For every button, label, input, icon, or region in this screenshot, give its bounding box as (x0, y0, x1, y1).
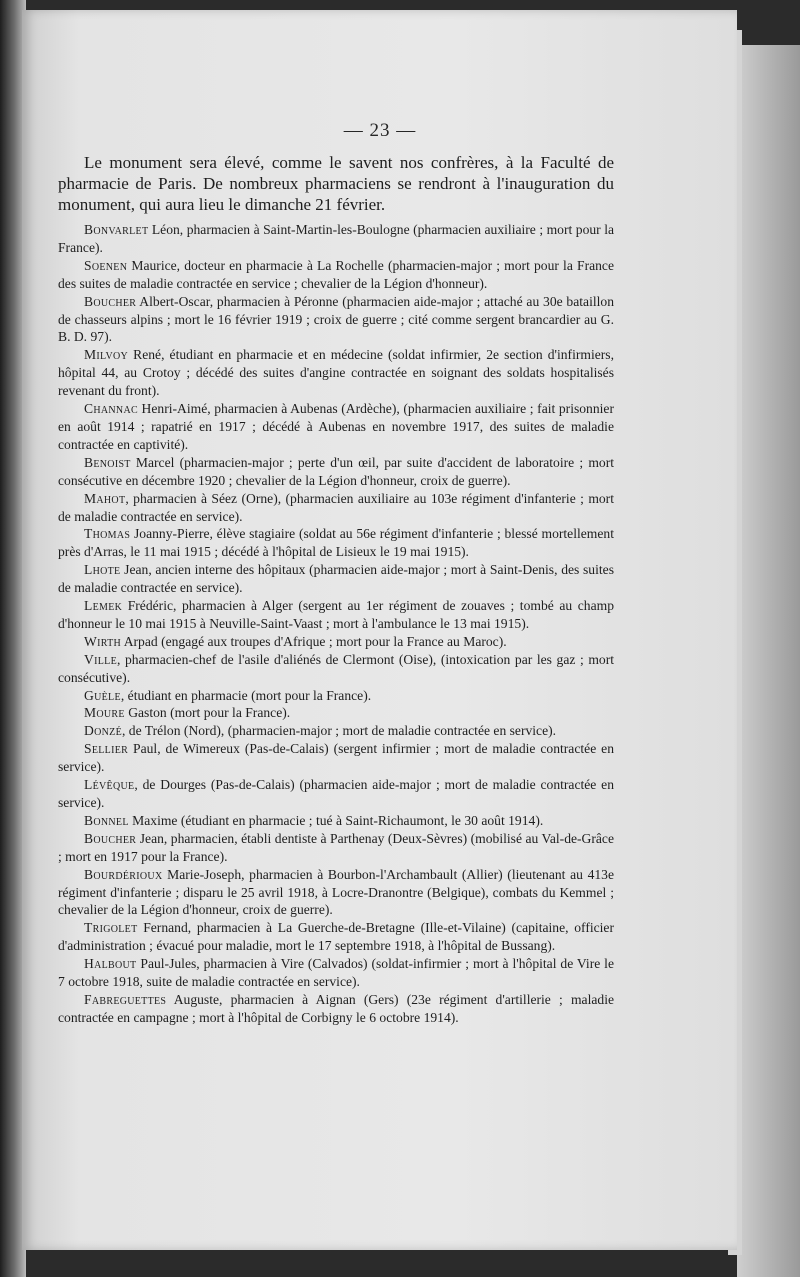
entry-name: Soenen (84, 257, 128, 273)
entry-text: Léon, pharmacien à Saint-Martin-les-Boulogne (pharmacien auxiliaire ; mort pour la France). (58, 222, 614, 255)
entry-text: Frédéric, pharmacien à Alger (sergent au 1er régiment de zouaves ; tombé au champ d'honneur le 10 mai 1915 à Neuville-Saint-Vaast ; mort à l'ambulance le 13 mai 1915). (58, 598, 614, 631)
list-item (58, 633, 614, 651)
entry-name: Channac (84, 401, 138, 417)
entry-text: Maxime (étudiant en pharmacie ; tué à Saint-Richaumont, le 30 août 1914). (128, 812, 544, 828)
entry-text: Paul, de Wimereux (Pas-de-Calais) (sergent infirmier ; mort de maladie contractée en service). (58, 741, 614, 775)
entry-name: Moure (84, 705, 125, 721)
entry-name: Lemek (84, 598, 123, 614)
entry-name: Fabreguettes (84, 991, 167, 1007)
entry-text: Auguste, pharmacien à Aignan (Gers) (23e régiment d'artillerie ; maladie contractée en campagne ; mort à l'hôpital de Corbigny le 6 octobre 1914). (58, 991, 614, 1025)
list-item (58, 651, 614, 687)
list-item (58, 866, 614, 920)
entry-text: Gaston (mort pour la France). (124, 705, 291, 721)
entry-text: Albert-Oscar, pharmacien à Péronne (pharmacien aide-major ; attaché au 30e bataillon de chasseurs alpins ; mort le 16 février 1919 ; croix de guerre ; cité comme sergent brancardier au G. B. D. 97). (58, 293, 614, 345)
entry-name: Thomas (84, 526, 131, 542)
entry-name: Lhote (84, 562, 121, 578)
entry-text: , pharmacien à Séez (Orne), (pharmacien auxiliaire au 103e régiment d'infanterie ; mort de maladie contractée en service). (58, 490, 614, 524)
entry-text: Jean, pharmacien, établi dentiste à Parthenay (Deux-Sèvres) (mobilisé au Val-de-Grâce ; mort en 1917 pour la France). (58, 830, 614, 864)
entry-name: Boucher (84, 293, 137, 309)
list-item (58, 561, 614, 597)
entry-name: Ville (84, 651, 117, 667)
entry-name: Donzé (84, 723, 122, 739)
list-item (58, 257, 614, 293)
list-item (58, 812, 614, 830)
list-item (58, 525, 614, 561)
list-item (58, 740, 614, 776)
entry-text: Paul-Jules, pharmacien à Vire (Calvados) (soldat-infirmier ; mort à l'hôpital de Vire le 7 octobre 1918, suite de maladie contractée en service). (58, 956, 614, 990)
list-item (58, 687, 614, 705)
entry-name: Lévêque (84, 777, 135, 793)
list-item (58, 955, 614, 991)
list-item (58, 346, 614, 400)
entry-name: Guèle (84, 687, 121, 703)
intro-paragraph: Le monument sera élevé, comme le savent nos confrères, à la Faculté de pharmacie de Paris. De nombreux pharmaciens se rendront à l'inauguration du monument, qui aura lieu le dimanche 21 février. (58, 153, 614, 214)
page-number: — 23 — (343, 120, 417, 141)
list-item (58, 830, 614, 866)
list-item (58, 293, 614, 347)
list-item (58, 776, 614, 812)
entry-name: Bonnel (84, 812, 129, 828)
entry-name: Boucher (84, 830, 137, 846)
page-stack-edge (737, 45, 800, 1277)
entry-name: Wirth (84, 633, 122, 649)
entry-text: , de Trélon (Nord), (pharmacien-major ; mort de maladie contractée en service). (121, 723, 557, 739)
list-item (58, 221, 614, 257)
entry-name: Benoist (84, 454, 131, 470)
entry-name: Milvoy (84, 347, 129, 363)
page-body (58, 152, 614, 1027)
entry-text: René, étudiant en pharmacie et en médecine (soldat infirmier, 2e section d'infirmiers, hôpital 44, au Crotoy ; décédé des suites d'angine contractée en soignant des soldats hospitalisés revenant du front). (58, 347, 614, 399)
entry-text: Maurice, docteur en pharmacie à La Rochelle (pharmacien-major ; mort pour la France des suites de maladie contractée en service ; chevalier de la Légion d'honneur). (58, 257, 614, 291)
entry-name: Trigolet (84, 920, 138, 936)
entry-text: Henri-Aimé, pharmacien à Aubenas (Ardèche), (pharmacien auxiliaire ; fait prisonnier en août 1914 ; rapatrié en 1917 ; décédé à Aubenas en novembre 1917, des suites de maladie contractée en captivité). (58, 401, 614, 452)
entry-name: Mahot (84, 490, 126, 506)
entry-name: Sellier (84, 741, 129, 757)
list-item (58, 704, 614, 722)
list-item (58, 454, 614, 490)
list-item (58, 919, 614, 955)
entry-text: Marie-Joseph, pharmacien à Bourbon-l'Archambault (Allier) (lieutenant au 413e régiment d'infanterie ; disparu le 25 avril 1918, à Locre-Dranontre (Belgique), combats du Kemmel ; chevalier de la Légion d'honneur, croix de guerre). (58, 866, 614, 918)
list-item (58, 722, 614, 740)
entry-name: Halbout (84, 956, 137, 972)
entry-text: Fernand, pharmacien à La Guerche-de-Bretagne (Ille-et-Vilaine) (capitaine, officier d'administration ; évacué pour maladie, mort le 17 septembre 1918, à l'hôpital de Bussang). (58, 920, 614, 954)
list-item (58, 490, 614, 526)
entry-text: Marcel (pharmacien-major ; perte d'un œil, par suite d'accident de laboratoire ; mort consécutive en décembre 1920 ; chevalier de la Légion d'honneur, croix de guerre). (58, 454, 614, 488)
entry-text: Jean, ancien interne des hôpitaux (pharmacien aide-major ; mort à Saint-Denis, des suites de maladie contractée en service). (58, 562, 614, 596)
entry-name: Bourdérioux (84, 866, 163, 882)
entry-name: Bonvarlet (84, 222, 149, 237)
entry-text: , pharmacien-chef de l'asile d'aliénés de Clermont (Oise), (intoxication par les gaz ; mort consécutive). (58, 651, 614, 685)
list-item (58, 400, 614, 454)
list-item (58, 991, 614, 1027)
entry-text: Joanny-Pierre, élève stagiaire (soldat au 56e régiment d'infanterie ; blessé mortellement près d'Arras, le 11 mai 1915 ; décédé à l'hôpital de Lisieux le 19 mai 1915). (58, 526, 614, 560)
entry-text: Arpad (engagé aux troupes d'Afrique ; mort pour la France au Maroc). (121, 633, 507, 649)
entry-text: , de Dourges (Pas-de-Calais) (pharmacien aide-major ; mort de maladie contractée en service). (58, 777, 614, 810)
entry-text: , étudiant en pharmacie (mort pour la France). (120, 687, 372, 703)
list-item (58, 597, 614, 633)
